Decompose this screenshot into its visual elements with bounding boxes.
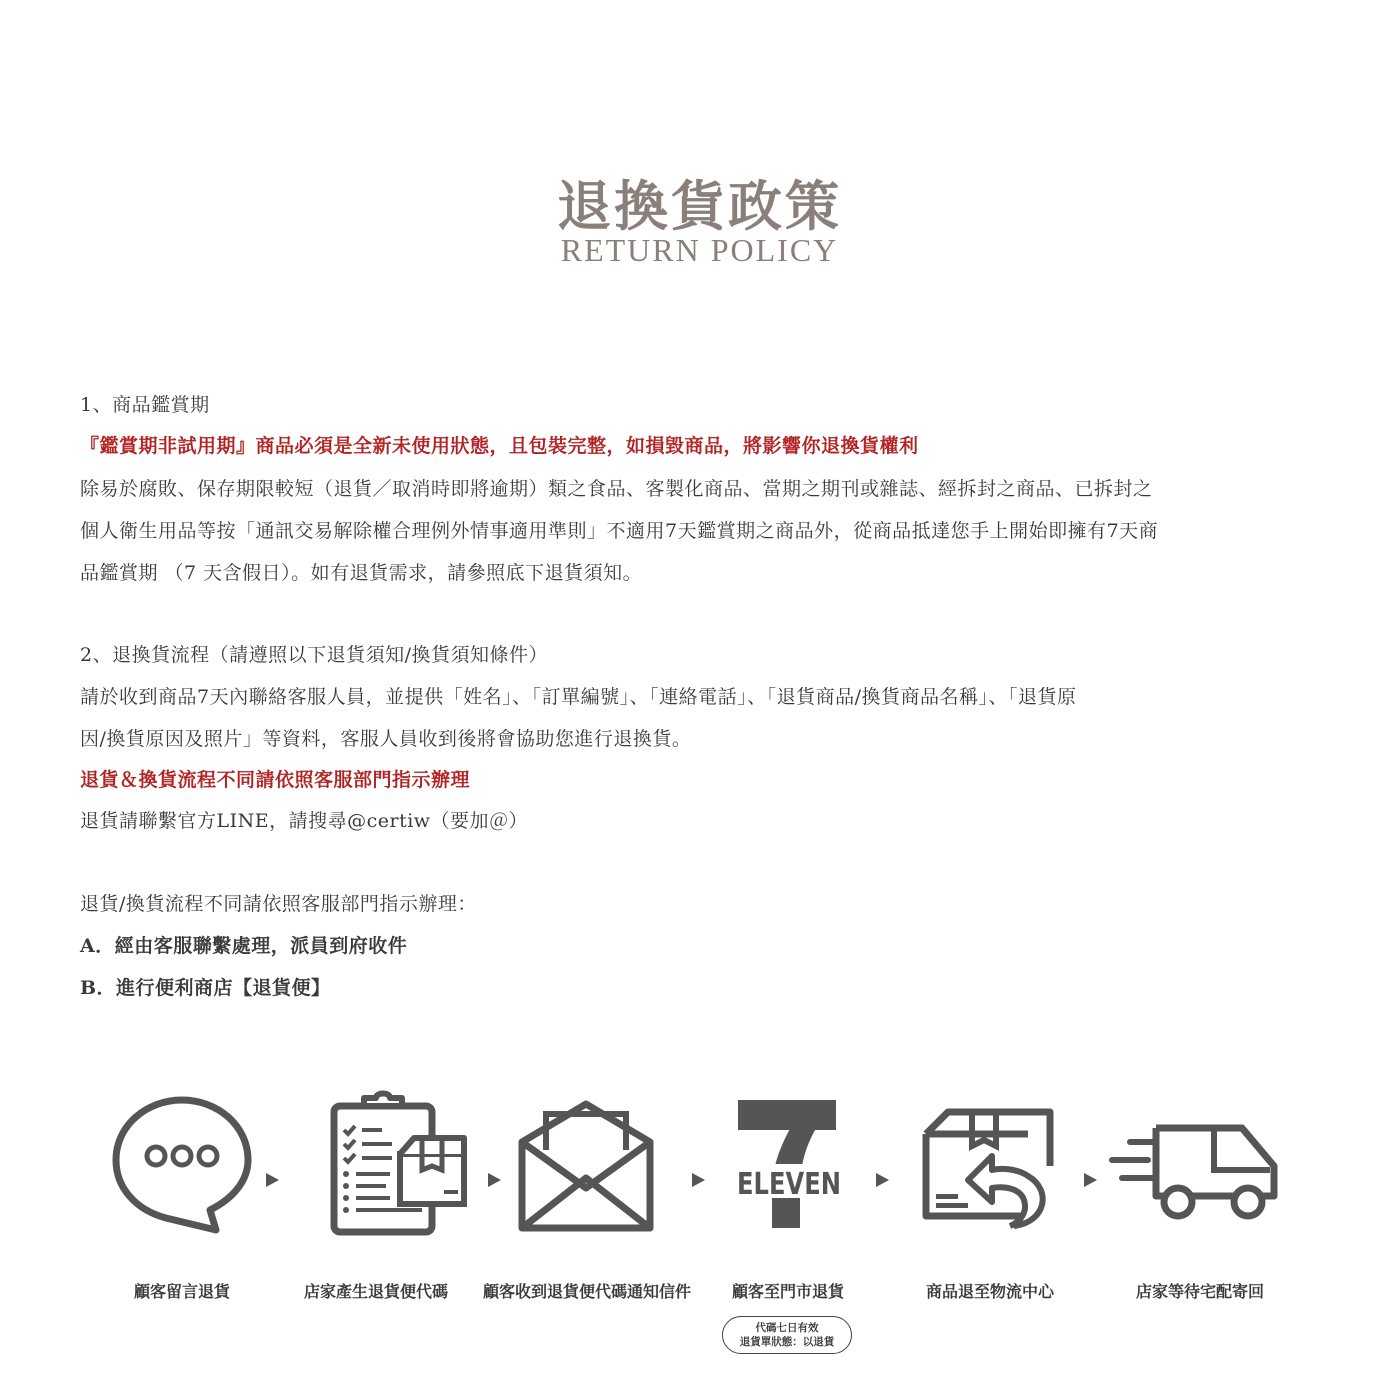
flow-arrow bbox=[876, 1173, 889, 1187]
flow-caption-1: 顧客留言退貨 bbox=[133, 1282, 230, 1301]
flow-arrow bbox=[488, 1173, 501, 1187]
code-validity-note bbox=[722, 1316, 852, 1354]
clipboard-box-icon bbox=[328, 1090, 470, 1240]
section1-body-line: 除易於腐敗、保存期限較短（退貨／取消時即將逾期）類之食品、客製化商品、當期之期刊或雜誌、經拆封之商品、已拆封之 bbox=[80, 478, 1153, 500]
option-a: A．經由客服聯繫處理，派員到府收件 bbox=[80, 935, 408, 957]
box-return-icon bbox=[918, 1106, 1060, 1240]
line-contact: 退貨請聯繫官方LINE，請搜尋@certiw（要加＠） bbox=[80, 810, 529, 832]
flow-arrow bbox=[1084, 1173, 1097, 1187]
section2-highlight: 退貨＆換貨流程不同請依照客服部門指示辦理 bbox=[80, 769, 471, 791]
delivery-truck-icon bbox=[1106, 1116, 1282, 1226]
section1-body-line: 品鑑賞期 （7 天含假日）。如有退貨需求，請參照底下退貨須知。 bbox=[80, 562, 643, 584]
flow-arrow bbox=[692, 1173, 705, 1187]
flow-arrow bbox=[266, 1173, 279, 1187]
seven-eleven-logo-text: ELEVEN bbox=[737, 1167, 841, 1202]
section2-body-line: 請於收到商品7天內聯絡客服人員，並提供「姓名」、「訂單編號」、「連絡電話」、「退貨商品/換貨商品名稱」、「退貨原 bbox=[80, 686, 1077, 708]
page-title: 退換貨政策 bbox=[557, 174, 842, 238]
note-line: 退貨單狀態：以退貨 bbox=[739, 1336, 835, 1348]
section2-body-line: 因/換貨原因及照片」等資料，客服人員收到後將會協助您進行退換貨。 bbox=[80, 728, 692, 750]
section2-heading: 2、退換貨流程（請遵照以下退貨須知/換貨須知條件） bbox=[80, 644, 548, 666]
flow-caption-6: 店家等待宅配寄回 bbox=[1135, 1282, 1264, 1301]
flow-caption-2: 店家產生退貨便代碼 bbox=[303, 1282, 448, 1301]
flow-caption-4: 顧客至門市退貨 bbox=[731, 1282, 844, 1301]
flow-caption-3: 顧客收到退貨便代碼通知信件 bbox=[482, 1282, 691, 1301]
section1-heading: 1、商品鑑賞期 bbox=[80, 394, 210, 416]
section1-highlight: 『鑑賞期非試用期』商品必須是全新未使用狀態，且包裝完整，如損毀商品，將影響你退換貨權利 bbox=[80, 435, 919, 457]
section3-heading: 退貨/換貨流程不同請依照客服部門指示辦理： bbox=[80, 893, 477, 915]
envelope-icon bbox=[516, 1100, 656, 1236]
chat-bubble-icon bbox=[112, 1096, 252, 1236]
option-b: B．進行便利商店【退貨便】 bbox=[80, 977, 331, 999]
section1-body-line: 個人衛生用品等按「通訊交易解除權合理例外情事適用準則」不適用7天鑑賞期之商品外，從商品抵達您手上開始即擁有7天商 bbox=[80, 520, 1159, 542]
flow-caption-5: 商品退至物流中心 bbox=[925, 1282, 1054, 1301]
page-subtitle: RETURN POLICY bbox=[560, 232, 839, 268]
note-line: 代碼七日有效 bbox=[755, 1322, 819, 1334]
seven-eleven-logo-icon bbox=[734, 1098, 844, 1232]
